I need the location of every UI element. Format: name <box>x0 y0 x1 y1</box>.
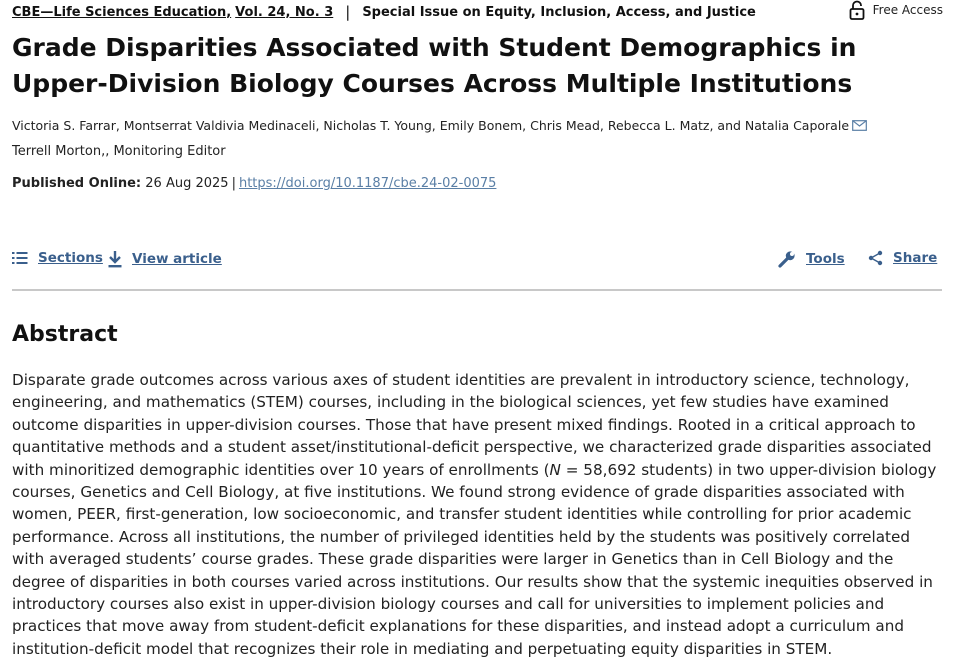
envelope-icon[interactable] <box>852 119 867 134</box>
abstract-text <box>12 369 947 660</box>
lock-open-icon <box>849 0 865 20</box>
journal-link[interactable]: CBE—Life Sciences Education, <box>12 4 232 20</box>
authors-text[interactable]: Victoria S. Farrar, Montserrat Valdivia Medinaceli, Nicholas T. Young, Emily Bonem, Chris Mead, Rebecca L. Matz, and Natalia Caporale <box>12 118 850 133</box>
article-title: Grade Disparities Associated with Student Demographics in Upper-Division Biology Courses Across Multiple Institutions <box>12 33 857 98</box>
abstract-heading: Abstract <box>12 322 118 347</box>
list-icon <box>12 251 28 265</box>
free-access-badge <box>849 0 943 20</box>
wrench-icon <box>778 250 796 268</box>
published-date: 26 Aug 2025 <box>145 176 229 191</box>
header-separator: | <box>345 3 351 21</box>
tools-button[interactable] <box>778 250 845 268</box>
view-article-button[interactable] <box>108 250 222 268</box>
sample-size-symbol: N <box>549 460 561 479</box>
tools-label: Tools <box>806 251 845 267</box>
issue-link[interactable]: Vol. 24, No. 3 <box>235 4 334 20</box>
article-toolbar <box>12 250 942 274</box>
sections-label: Sections <box>38 250 103 266</box>
publication-info <box>12 176 496 191</box>
monitoring-editor: Terrell Morton,, Monitoring Editor <box>12 144 226 159</box>
sections-button[interactable] <box>12 250 103 266</box>
doi-link[interactable]: https://doi.org/10.1187/cbe.24-02-0075 <box>238 176 497 191</box>
share-button[interactable] <box>868 250 937 266</box>
share-label: Share <box>893 250 938 266</box>
download-icon <box>108 250 122 268</box>
toolbar-divider <box>12 289 942 291</box>
abstract-text-part-1: Disparate grade outcomes across various axes of student identities are prevalent in introductory science, technology, engineering, and mathematics (STEM) courses, including in the biological sciences, yet few studies have examined outcome disparities in upper-division courses. Those that have present mixed findings. Rooted in a critical approach to quantitative methods and a student asset/institutional-deficit perspective, we characterized grade disparities associated with minoritized demographic identities over 10 years of enrollments ( <box>12 371 932 479</box>
free-access-label: Free Access <box>872 3 943 17</box>
doi-separator: | <box>231 176 236 191</box>
special-issue-label: Special Issue on Equity, Inclusion, Access, and Justice <box>362 4 756 20</box>
author-list <box>12 118 952 134</box>
abstract-text-part-2: = 58,692 students) in two upper-division biology courses, Genetics and Cell Biology, at five institutions. We found strong evidence of grade disparities associated with women, PEER, first-generation, low socioeconomic, and transfer student identities while controlling for prior academic performance. Across all institutions, the number of privileged identities held by the students was positively correlated with averaged students’ course grades. These grade disparities were larger in Genetics than in Cell Biology and the degree of disparities in both courses varied across institutions. Our results show that the systemic inequities observed in introductory courses also exist in upper-division biology courses and call for universities to implement policies and practices that move away from student-deficit explanations for these disparities, and instead adopt a curriculum and institution-deficit model that recognizes their role in mediating and perpetuating equity disparities in STEM. <box>12 460 937 658</box>
published-label: Published Online: <box>12 176 142 191</box>
view-article-label: View article <box>132 251 222 267</box>
journal-header <box>12 2 943 22</box>
share-icon <box>868 250 883 266</box>
